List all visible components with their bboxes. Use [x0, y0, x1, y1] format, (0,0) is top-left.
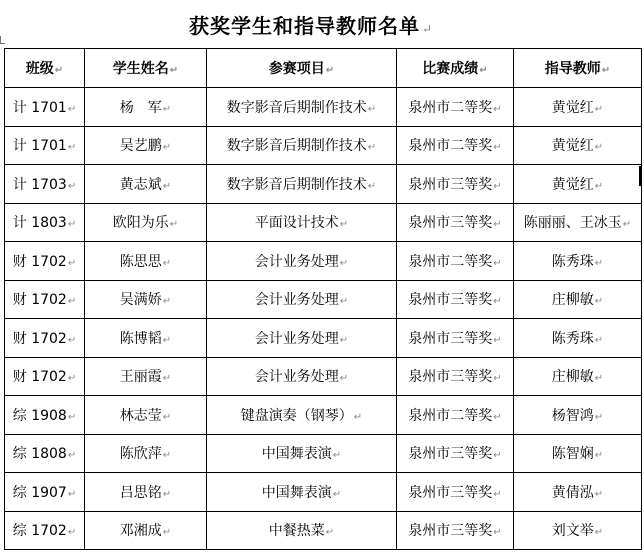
- paragraph-mark-icon: ↵: [493, 373, 502, 385]
- cell-student-name-text: 林志莹: [119, 407, 162, 424]
- paragraph-mark-icon: ↵: [169, 219, 179, 231]
- paragraph-mark-icon: ↵: [493, 411, 502, 423]
- paragraph-mark-icon: ↵: [493, 296, 502, 308]
- cell-project-text: 中国舞表演: [261, 484, 332, 501]
- cell-project-text: 中餐热菜: [268, 523, 325, 540]
- cell-teacher[interactable]: [514, 280, 642, 319]
- table-anchor-icon: [0, 36, 5, 44]
- paragraph-mark-icon: ↵: [162, 527, 172, 539]
- paragraph-mark-icon: ↵: [162, 411, 172, 423]
- cell-class[interactable]: [5, 280, 85, 319]
- cell-teacher-text: 黄倩泓: [551, 484, 594, 501]
- header-student-name[interactable]: [85, 49, 207, 88]
- paragraph-mark-icon: ↵: [67, 334, 77, 346]
- cell-student-name[interactable]: [85, 88, 207, 127]
- cell-project[interactable]: [207, 473, 397, 512]
- paragraph-mark-icon: ↵: [162, 373, 172, 385]
- table-row: [5, 357, 642, 396]
- cell-result[interactable]: [397, 396, 514, 435]
- cell-result[interactable]: [397, 203, 514, 242]
- cell-class-text: 计 1803: [12, 215, 67, 232]
- header-class-label: 班级: [25, 61, 54, 77]
- cell-project-text: 会计业务处理: [254, 330, 339, 347]
- cell-result[interactable]: [397, 242, 514, 281]
- cell-teacher[interactable]: [514, 88, 642, 127]
- cell-teacher[interactable]: [514, 126, 642, 165]
- cell-teacher[interactable]: [514, 357, 642, 396]
- paragraph-mark-icon: ↵: [493, 488, 502, 500]
- cell-student-name[interactable]: [85, 511, 207, 550]
- paragraph-mark-icon: ↵: [594, 411, 604, 423]
- paragraph-mark-icon: ↵: [67, 450, 77, 462]
- cell-student-name-text: 黄志斌: [119, 176, 162, 193]
- paragraph-mark-icon: ↵: [162, 450, 172, 462]
- cell-result-text: 泉州市三等奖: [408, 215, 493, 232]
- cell-student-name[interactable]: [85, 434, 207, 473]
- table-row: [5, 242, 642, 281]
- paragraph-mark-icon: ↵: [339, 373, 349, 385]
- paragraph-mark-icon: ↵: [594, 103, 604, 115]
- cell-result[interactable]: [397, 165, 514, 204]
- cell-teacher-text: 陈秀珠: [551, 330, 594, 347]
- cell-result-text: 泉州市二等奖: [408, 407, 493, 424]
- paragraph-mark-icon: ↵: [493, 219, 502, 231]
- paragraph-mark-icon: ↵: [594, 180, 604, 192]
- cell-class-text: 财 1702: [12, 330, 67, 347]
- cell-teacher[interactable]: [514, 165, 642, 204]
- cell-teacher[interactable]: [514, 434, 642, 473]
- paragraph-mark-icon: ↵: [67, 488, 77, 500]
- cell-result-text: 泉州市二等奖: [408, 138, 493, 155]
- cell-result[interactable]: [397, 434, 514, 473]
- cell-project-text: 会计业务处理: [254, 369, 339, 386]
- cell-result-text: 泉州市三等奖: [408, 523, 493, 540]
- cell-project[interactable]: [207, 511, 397, 550]
- table-row: [5, 126, 642, 165]
- paragraph-mark-icon: ↵: [493, 257, 502, 269]
- cell-project-text: 数字影音后期制作技术: [226, 99, 367, 116]
- cell-class-text: 计 1703: [12, 176, 67, 193]
- paragraph-mark-icon: ↵: [493, 527, 502, 539]
- cell-teacher[interactable]: [514, 242, 642, 281]
- cell-teacher[interactable]: [514, 396, 642, 435]
- cell-result-text: 泉州市三等奖: [408, 176, 493, 193]
- document-title: [0, 10, 622, 39]
- cell-project-text: 数字影音后期制作技术: [226, 176, 367, 193]
- cell-class[interactable]: [5, 88, 85, 127]
- cell-teacher-text: 黄觉红: [551, 99, 594, 116]
- paragraph-mark-icon: ↵: [339, 257, 349, 269]
- paragraph-mark-icon: ↵: [594, 450, 604, 462]
- paragraph-mark-icon: ↵: [332, 488, 342, 500]
- cell-teacher-text: 陈丽丽、王冰玉: [523, 215, 622, 232]
- paragraph-mark-icon: ↵: [421, 22, 434, 36]
- cell-student-name-text: 杨 军: [119, 99, 162, 116]
- cell-result[interactable]: [397, 88, 514, 127]
- table-row: [5, 319, 642, 358]
- paragraph-mark-icon: ↵: [339, 334, 349, 346]
- paragraph-mark-icon: ↵: [493, 334, 502, 346]
- cell-project[interactable]: [207, 357, 397, 396]
- cell-class-text: 财 1702: [12, 253, 67, 270]
- header-result[interactable]: [397, 49, 514, 88]
- cell-student-name[interactable]: [85, 280, 207, 319]
- cell-project[interactable]: [207, 126, 397, 165]
- cell-teacher-text: 黄觉红: [551, 138, 594, 155]
- paragraph-mark-icon: ↵: [162, 103, 172, 115]
- cell-student-name[interactable]: [85, 357, 207, 396]
- document-title-text: 获奖学生和指导教师名单: [188, 14, 420, 38]
- paragraph-mark-icon: ↵: [353, 411, 363, 423]
- cell-class-text: 综 1908: [12, 407, 67, 424]
- cell-teacher-text: 黄觉红: [551, 176, 594, 193]
- cell-student-name-text: 吴艺鹏: [119, 138, 162, 155]
- table-row: [5, 203, 642, 242]
- paragraph-mark-icon: ↵: [162, 180, 172, 192]
- paragraph-mark-icon: ↵: [339, 219, 349, 231]
- paragraph-mark-icon: ↵: [493, 450, 502, 462]
- cell-class-text: 财 1702: [12, 292, 67, 309]
- header-result-label: 比赛成绩: [422, 61, 479, 77]
- paragraph-mark-icon: ↵: [162, 296, 172, 308]
- cell-result[interactable]: [397, 319, 514, 358]
- cell-student-name-text: 陈欣萍: [119, 446, 162, 463]
- paragraph-mark-icon: ↵: [339, 296, 349, 308]
- cell-project[interactable]: [207, 88, 397, 127]
- cell-teacher-text: 庄柳敏: [551, 292, 594, 309]
- paragraph-mark-icon: ↵: [67, 296, 77, 308]
- paragraph-mark-icon: ↵: [594, 334, 604, 346]
- cell-teacher[interactable]: [514, 473, 642, 512]
- table-row: [5, 434, 642, 473]
- cell-student-name-text: 陈博韬: [119, 330, 162, 347]
- cell-class-text: 财 1702: [12, 369, 67, 386]
- paragraph-mark-icon: ↵: [162, 488, 172, 500]
- header-teacher-label: 指导教师: [544, 61, 601, 77]
- paragraph-mark-icon: ↵: [594, 257, 604, 269]
- paragraph-mark-icon: ↵: [67, 142, 77, 154]
- paragraph-mark-icon: ↵: [162, 334, 172, 346]
- cell-class[interactable]: [5, 473, 85, 512]
- paragraph-mark-icon: ↵: [493, 180, 502, 192]
- cell-project-text: 数字影音后期制作技术: [226, 138, 367, 155]
- cell-student-name[interactable]: [85, 396, 207, 435]
- paragraph-mark-icon: ↵: [162, 142, 172, 154]
- cell-result[interactable]: [397, 511, 514, 550]
- cell-student-name[interactable]: [85, 126, 207, 165]
- cell-result[interactable]: [397, 473, 514, 512]
- header-project-label: 参赛项目: [268, 61, 325, 77]
- cell-teacher-text: 杨智鸿: [551, 407, 594, 424]
- header-student-name-label: 学生姓名: [112, 61, 169, 77]
- cell-class[interactable]: [5, 396, 85, 435]
- cell-class-text: 综 1907: [12, 484, 67, 501]
- paragraph-mark-icon: ↵: [622, 219, 632, 231]
- cell-class-text: 综 1702: [12, 523, 67, 540]
- cell-class[interactable]: [5, 203, 85, 242]
- paragraph-mark-icon: ↵: [67, 373, 77, 385]
- cell-student-name-text: 吕思铭: [119, 484, 162, 501]
- cell-project[interactable]: [207, 319, 397, 358]
- paragraph-mark-icon: ↵: [493, 103, 502, 115]
- cell-project-text: 平面设计技术: [254, 215, 339, 232]
- paragraph-mark-icon: ↵: [67, 103, 77, 115]
- cell-result-text: 泉州市三等奖: [408, 446, 493, 463]
- paragraph-mark-icon: ↵: [54, 65, 64, 76]
- header-project[interactable]: [207, 49, 397, 88]
- cell-teacher[interactable]: [514, 203, 642, 242]
- cell-result-text: 泉州市三等奖: [408, 369, 493, 386]
- cell-student-name-text: 吴满娇: [119, 292, 162, 309]
- paragraph-mark-icon: ↵: [67, 411, 77, 423]
- cell-class[interactable]: [5, 319, 85, 358]
- paragraph-mark-icon: ↵: [493, 142, 502, 154]
- cell-student-name-text: 王丽霞: [119, 369, 162, 386]
- cell-result-text: 泉州市三等奖: [408, 292, 493, 309]
- cell-result-text: 泉州市二等奖: [408, 99, 493, 116]
- header-teacher[interactable]: [514, 49, 642, 88]
- cell-class[interactable]: [5, 434, 85, 473]
- cell-result[interactable]: [397, 126, 514, 165]
- cell-class[interactable]: [5, 126, 85, 165]
- table-body: [5, 88, 642, 550]
- table-header-row: [5, 49, 642, 88]
- cell-teacher[interactable]: [514, 319, 642, 358]
- cell-teacher-text: 陈秀珠: [551, 253, 594, 270]
- paragraph-mark-icon: ↵: [67, 257, 77, 269]
- paragraph-mark-icon: ↵: [367, 103, 377, 115]
- paragraph-mark-icon: ↵: [367, 180, 377, 192]
- table-row: [5, 280, 642, 319]
- cell-result-text: 泉州市三等奖: [408, 484, 493, 501]
- table-row: [5, 88, 642, 127]
- cell-class[interactable]: [5, 242, 85, 281]
- cell-result[interactable]: [397, 280, 514, 319]
- paragraph-mark-icon: ↵: [594, 527, 604, 539]
- cell-class-text: 计 1701: [12, 138, 67, 155]
- paragraph-mark-icon: ↵: [479, 65, 488, 76]
- table-row: [5, 473, 642, 512]
- cell-result-text: 泉州市三等奖: [408, 330, 493, 347]
- cell-teacher-text: 陈智娴: [551, 446, 594, 463]
- cell-project[interactable]: [207, 203, 397, 242]
- paragraph-mark-icon: ↵: [169, 65, 179, 76]
- cell-teacher-text: 庄柳敏: [551, 369, 594, 386]
- cell-student-name[interactable]: [85, 242, 207, 281]
- paragraph-mark-icon: ↵: [594, 296, 604, 308]
- table-row: [5, 511, 642, 550]
- header-class[interactable]: [5, 49, 85, 88]
- cell-project[interactable]: [207, 434, 397, 473]
- cell-class[interactable]: [5, 511, 85, 550]
- cell-student-name-text: 欧阳为乐: [112, 215, 169, 232]
- cell-teacher[interactable]: [514, 511, 642, 550]
- cell-result[interactable]: [397, 357, 514, 396]
- paragraph-mark-icon: ↵: [594, 488, 604, 500]
- paragraph-mark-icon: ↵: [332, 450, 342, 462]
- cell-project-text: 键盘演奏（钢琴）: [240, 407, 353, 424]
- paragraph-mark-icon: ↵: [162, 257, 172, 269]
- paragraph-mark-icon: ↵: [601, 65, 611, 76]
- paragraph-mark-icon: ↵: [367, 142, 377, 154]
- paragraph-mark-icon: ↵: [594, 142, 604, 154]
- paragraph-mark-icon: ↵: [67, 180, 77, 192]
- cell-project-text: 会计业务处理: [254, 292, 339, 309]
- table-row: [5, 165, 642, 204]
- awards-table: [4, 48, 642, 550]
- cell-class[interactable]: [5, 165, 85, 204]
- paragraph-mark-icon: ↵: [325, 527, 335, 539]
- cell-project[interactable]: [207, 242, 397, 281]
- cell-student-name[interactable]: [85, 165, 207, 204]
- cell-student-name-text: 陈思思: [119, 253, 162, 270]
- paragraph-mark-icon: ↵: [67, 527, 77, 539]
- cell-result-text: 泉州市二等奖: [408, 253, 493, 270]
- cell-student-name-text: 邓湘成: [119, 523, 162, 540]
- cell-class-text: 综 1808: [12, 446, 67, 463]
- cell-student-name[interactable]: [85, 203, 207, 242]
- cell-class[interactable]: [5, 357, 85, 396]
- paragraph-mark-icon: ↵: [594, 373, 604, 385]
- cell-project[interactable]: [207, 165, 397, 204]
- cell-project-text: 中国舞表演: [261, 446, 332, 463]
- cell-teacher-text: 刘文举: [551, 523, 594, 540]
- cell-student-name[interactable]: [85, 319, 207, 358]
- cell-project-text: 会计业务处理: [254, 253, 339, 270]
- paragraph-mark-icon: ↵: [67, 219, 77, 231]
- cell-class-text: 计 1701: [12, 99, 67, 116]
- cell-student-name[interactable]: [85, 473, 207, 512]
- paragraph-mark-icon: ↵: [325, 65, 335, 76]
- table-row: [5, 396, 642, 435]
- cell-project[interactable]: [207, 280, 397, 319]
- cell-project[interactable]: [207, 396, 397, 435]
